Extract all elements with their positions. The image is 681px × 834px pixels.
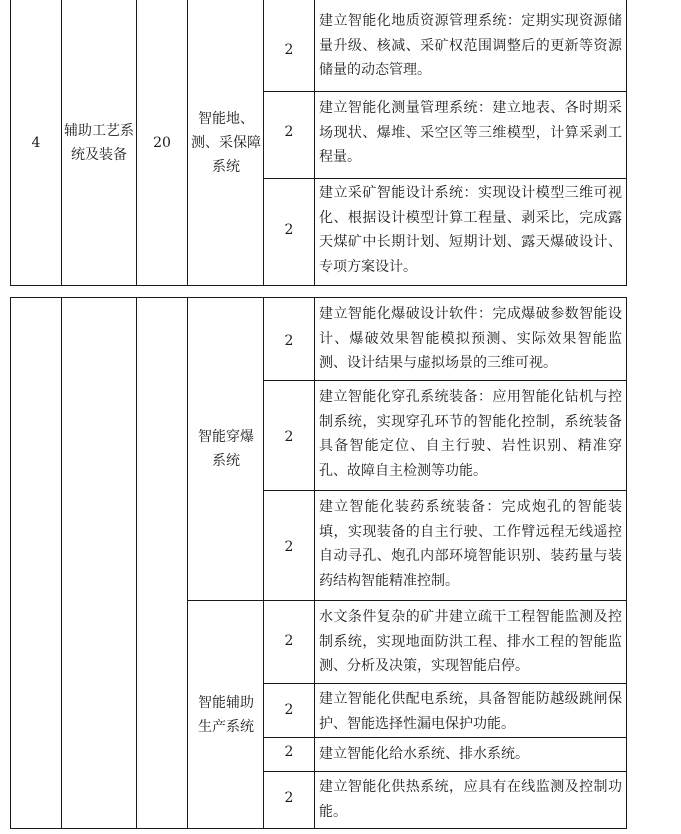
points-cell: 2 xyxy=(284,333,294,349)
requirement-text: 建立智能化地质资源管理系统：定期实现资源储量升级、核减、采矿权范围调整后的更新等资源储量的动态管理。 xyxy=(319,13,622,78)
requirement-text: 建立智能化供配电系统，具备智能防越级跳闸保护、智能选择性漏电保护功能。 xyxy=(319,691,622,732)
requirement-text: 建立采矿智能设计系统：实现设计模型三维可视化、根据设计模型计算工程量、剥采比，完成露天煤矿中长期计划、短期计划、露天爆破设计、专项方案设计。 xyxy=(319,185,622,275)
points-cell: 2 xyxy=(284,744,294,760)
subsystem-cell: 智能穿爆系统 xyxy=(198,429,254,469)
category-cell: 辅助工艺系统及装备 xyxy=(64,122,134,163)
requirement-text: 水文条件复杂的矿井建立疏干工程智能监测及控制系统，实现地面防洪工程、排水工程的智能监测、分析及决策，实现智能启停。 xyxy=(319,609,622,674)
subsystem-cell: 智能地、测、采保障系统 xyxy=(191,110,261,175)
points-cell: 2 xyxy=(284,429,294,445)
points-cell: 2 xyxy=(284,222,294,238)
points-cell: 2 xyxy=(284,633,294,649)
requirement-text: 建立智能化测量管理系统：建立地表、各时期采场现状、爆堆、采空区等三维模型，计算采剥工程量。 xyxy=(319,100,622,165)
score-cell: 20 xyxy=(153,134,171,151)
requirement-text: 建立智能化穿孔系统装备：应用智能化钻机与控制系统，实现穿孔环节的智能化控制，系统装备具备智能定位、自主行驶、岩性识别、精准穿孔、故障自主检测等功能。 xyxy=(319,389,622,479)
points-cell: 2 xyxy=(284,790,294,806)
points-cell: 2 xyxy=(284,42,294,58)
row-number: 4 xyxy=(31,134,41,151)
points-cell: 2 xyxy=(284,539,294,555)
points-cell: 2 xyxy=(284,702,294,718)
points-cell: 2 xyxy=(284,124,294,140)
requirement-text: 建立智能化装药系统装备：完成炮孔的智能装填，实现装备的自主行驶、工作臂远程无线遥控自动寻孔、炮孔内部环境智能识别、装药量与装药结构智能精准控制。 xyxy=(319,499,622,589)
requirement-text: 建立智能化给水系统、排水系统。 xyxy=(319,746,529,762)
requirement-text: 建立智能化供热系统，应具有在线监测及控制功能。 xyxy=(319,779,622,820)
requirement-text: 建立智能化爆破设计软件：完成爆破参数智能设计、爆破效果智能模拟预测、实际效果智能监测、设计结果与虚拟场景的三维可视。 xyxy=(319,306,622,371)
subsystem-cell: 智能辅助生产系统 xyxy=(198,694,254,735)
